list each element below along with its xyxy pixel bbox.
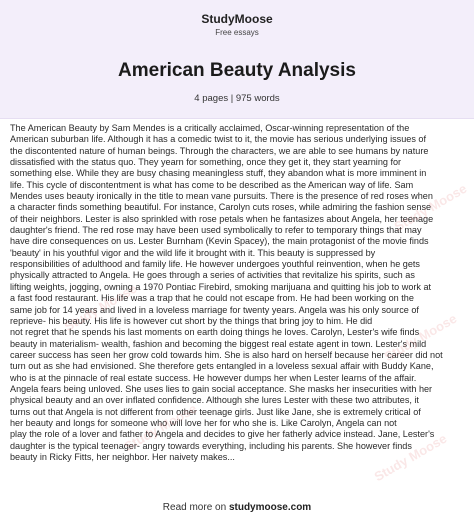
essay-line: beauty in materialism- wealth, fashion and becoming the biggest real estate agent in town. Lester's mild — [10, 338, 427, 349]
essay-line: American suburban life. Although it has a comedic twist to it, the movie has serious underlying issues of — [10, 134, 426, 145]
essay-line: reprieve- his beauty. His life is however cut short by the things that bring joy to him. He did — [10, 315, 373, 326]
brand-tagline: Free essays — [215, 28, 259, 37]
footer-prefix: Read more on — [162, 502, 229, 513]
essay-line: who is at the pinnacle of real estate success. He however dumps her when Lester learns of the affair. — [10, 372, 417, 383]
essay-line: 'beauty' in his youthful vigor and the wild life it brought with it. This beauty is suppressed by — [10, 247, 376, 258]
watermark: Study Moose — [391, 180, 470, 235]
essay-line: Angela fears being unloved. She uses lies to gain social acceptance. She masks her insecurities with her — [10, 383, 433, 394]
footer-site-link[interactable]: studymoose.com — [228, 502, 312, 513]
essay-line: lifting weights, jogging, owning a 1970 Pontiac Firebird, smoking marijuana and quitting his job to work at — [10, 281, 432, 292]
essay-line: a character finds something beautiful. For instance, Carolyn cuts roses, while admiring the fashion sense — [10, 202, 432, 213]
watermark: Study Moose — [371, 430, 450, 485]
essay-line: turn out as she had envisioned. She therefore gets entangled in a loveless sexual affair with Buddy Kane, — [10, 361, 434, 372]
essay-line: career success has seen her grow cold towards him. She is also hard on herself because her career did not — [10, 349, 443, 360]
document-header — [0, 0, 474, 119]
essay-line: daughter is the typical teenager- angry towards everything, including his parents. She however finds — [10, 440, 412, 451]
essay-line: The American Beauty by Sam Mendes is a critically acclaimed, Oscar-winning representation of the — [10, 123, 410, 133]
essay-line: daughter's friend. The red rose may have been used symbolically to refer to temporary things that may — [10, 225, 422, 236]
essay-line: of their neighbors. Lester is also sprinkled with rose petals when he fantasizes about Angela, her teenage — [10, 213, 434, 224]
essay-line: a fast food restaurant. His life was a trap that he could not escape from. He had been working on the — [10, 293, 414, 304]
watermark: Study Moose — [61, 280, 140, 335]
watermark: Study Moose — [381, 310, 460, 365]
essay-line: the discontented nature of human beings. Through the characters, we are able to see humans by nature — [10, 145, 429, 156]
essay-line: dissatisfied with the status quo. They yearn for something, once they get it, they start yearning for — [10, 157, 402, 168]
essay-line: responsibilities of adulthood and family life. He however undergoes youthful reinvention, when he gets — [10, 259, 420, 270]
watermark: Study Moose — [121, 400, 200, 455]
essay-line: play the role of a lover and father to Angela and decides to give her fatherly advice instead. Jane, Lester's — [10, 429, 435, 440]
essay-line: not regret that he spends his last moments on earth doing things he loves. Carolyn, Lester's wife finds — [10, 327, 420, 338]
brand-logo-text: StudyMoose — [201, 12, 273, 26]
essay-line: have dire consequences on us. Lester Burnham (Kevin Spacey), the main protagonist of the movie finds — [10, 236, 429, 247]
essay-line: beauty in Ricky Fitts, her neighbor. Her naivety makes... — [10, 451, 235, 462]
document-title: American Beauty Analysis — [118, 60, 356, 81]
essay-line: Mendes uses beauty ironically in the title to mean vane pursuits. There is the presence of red roses when — [10, 191, 433, 202]
essay-body — [10, 123, 470, 463]
essay-line: physical beauty and an over inflated confidence. Although she lures Lester with these two attributes, it — [10, 395, 419, 406]
essay-line: turns out that Angela is not different from other teenage girls. Just like Jane, she is extremely critical of — [10, 406, 421, 417]
essay-line: something else. While they are busy chasing meaningless stuff, they abandon what is more imminent in — [10, 168, 427, 179]
footer-read-more — [0, 502, 474, 513]
document-meta: 4 pages | 975 words — [194, 93, 280, 104]
essay-line: physically attracted to Angela. He goes through a series of activities that revitalize his spirits, such as — [10, 270, 415, 281]
essay-line: life. This cycle of discontentment is what has come to be described as the American way of life. Sam — [10, 179, 414, 190]
essay-line: same job for 14 years and lived in a loveless marriage for twenty years. Angela was his only source of — [10, 304, 419, 315]
essay-line: her beauty and longs for someone who will love her for who she is. Like Carolyn, Angela can not — [10, 417, 397, 428]
